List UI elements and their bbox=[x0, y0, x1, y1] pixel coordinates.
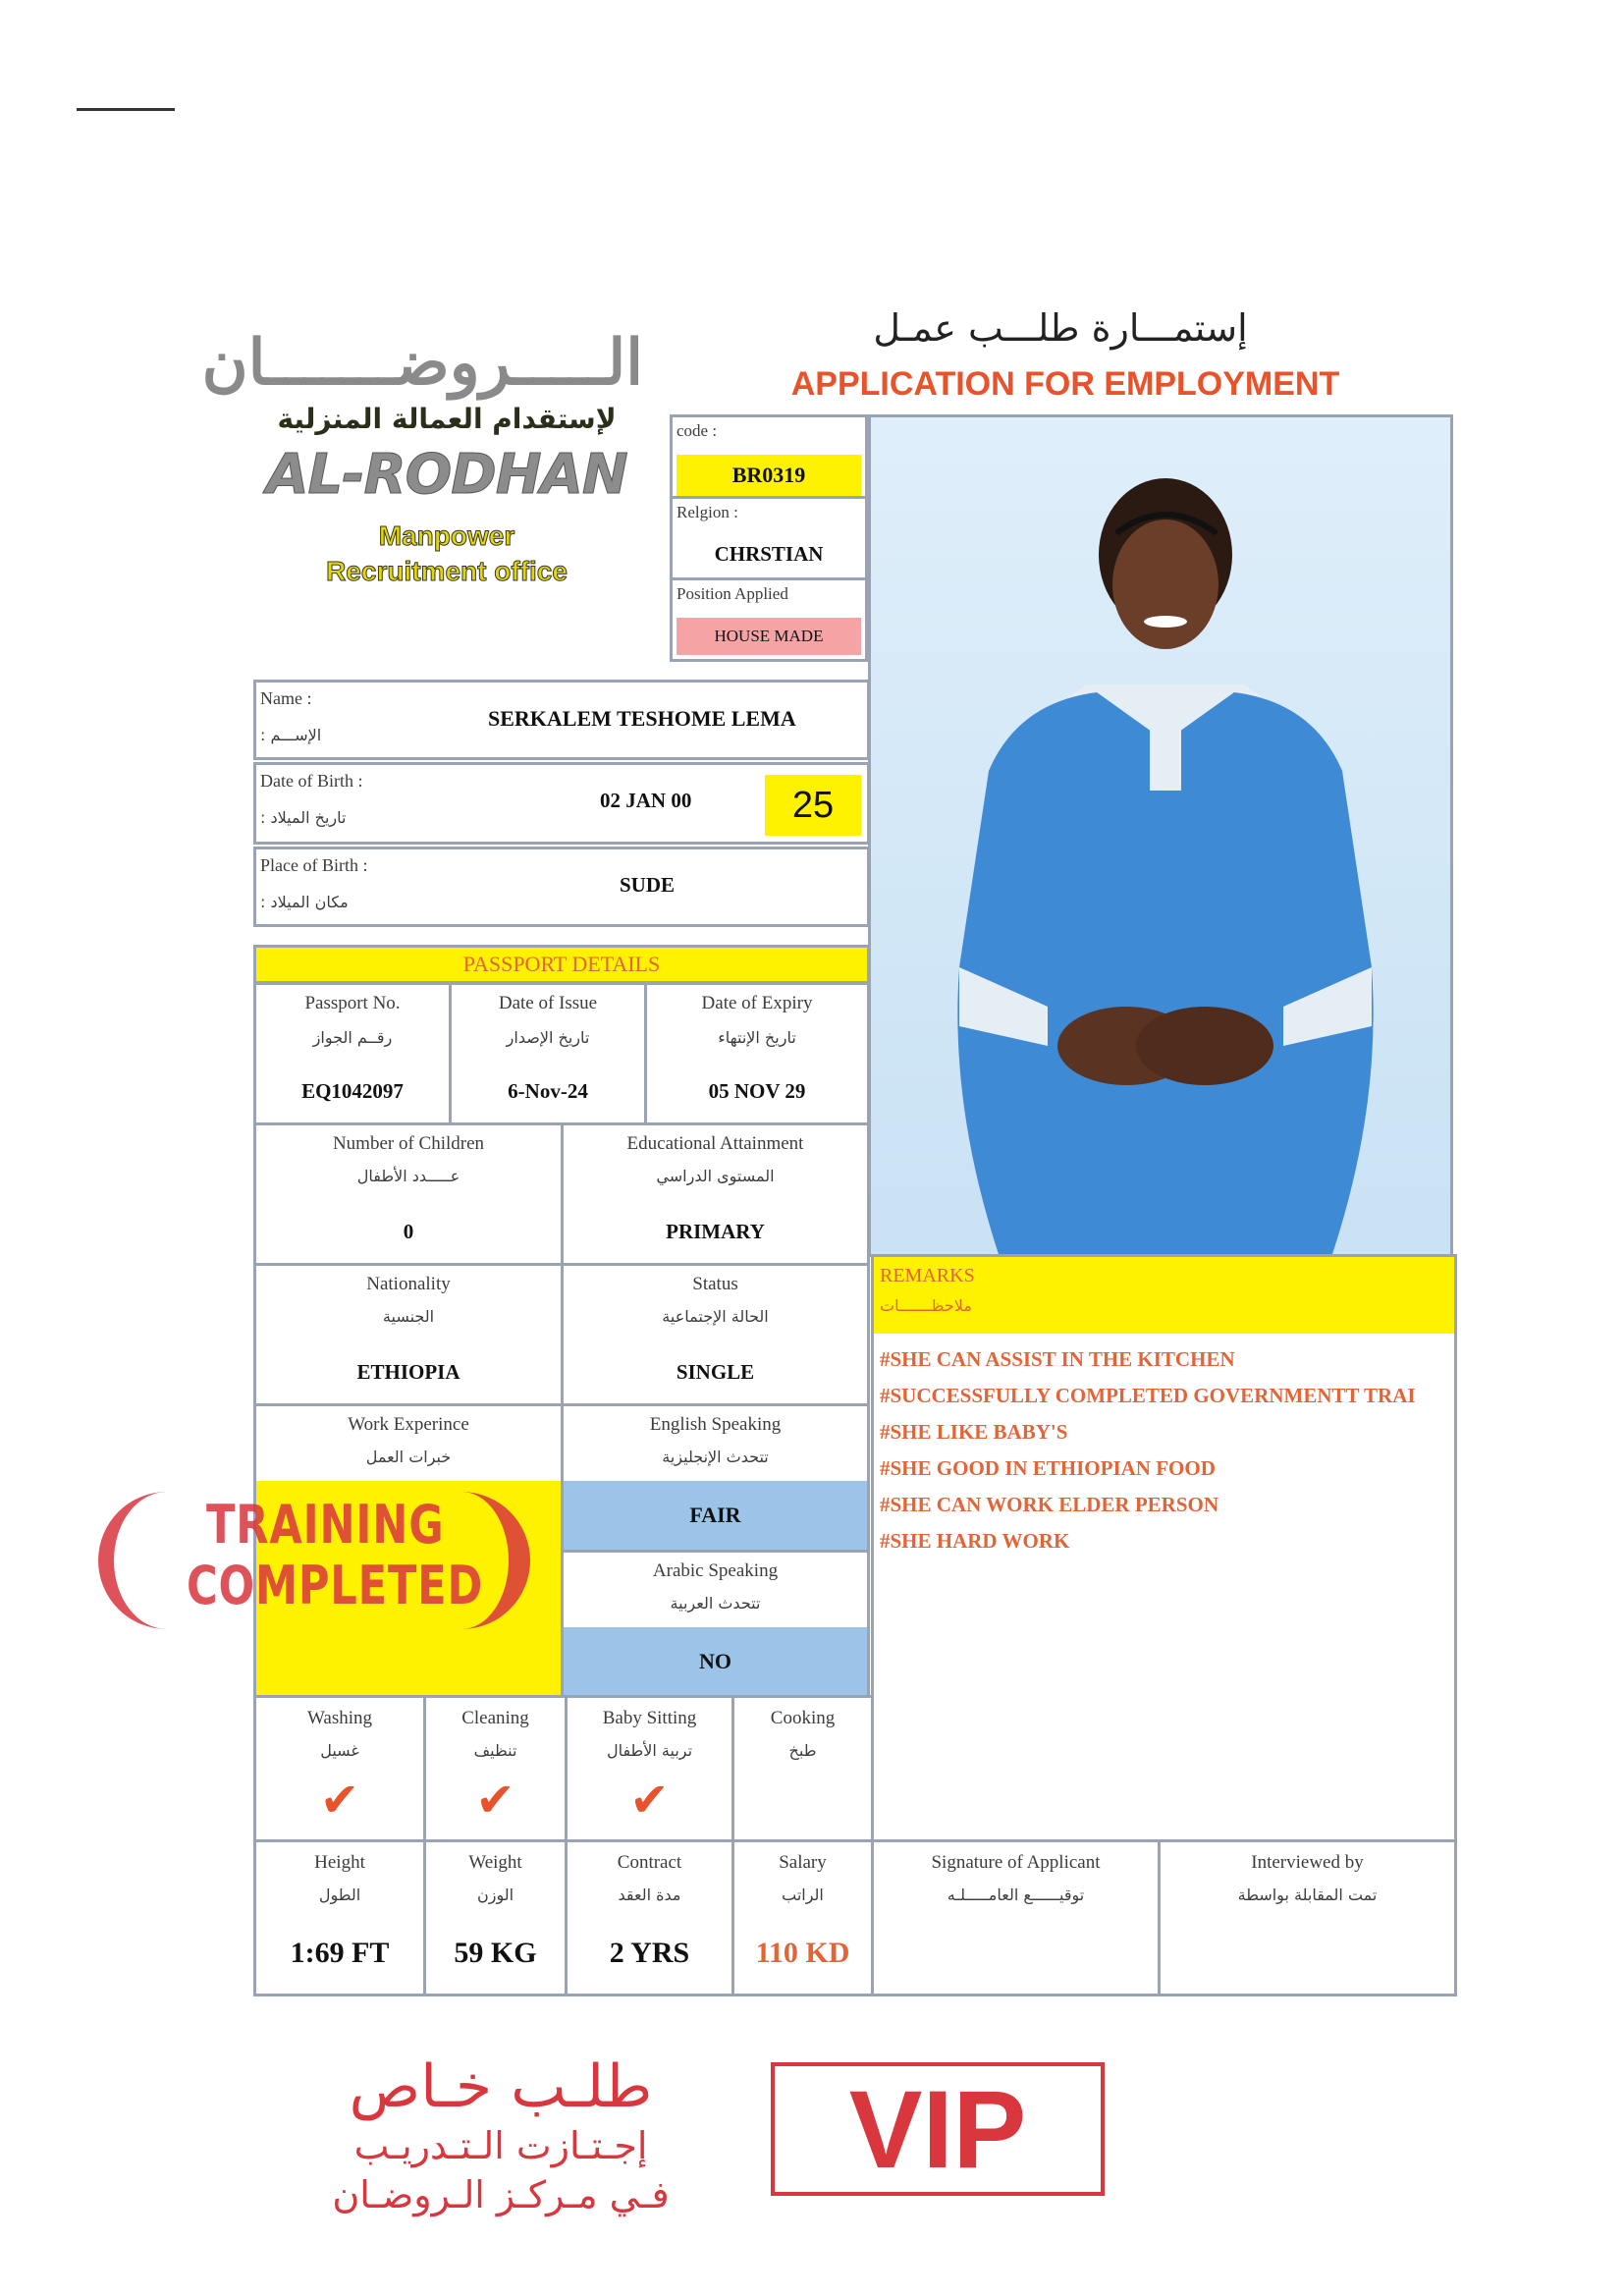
interviewed-by-cell bbox=[1158, 1839, 1457, 1996]
remark-item: #SHE HARD WORK bbox=[880, 1529, 1070, 1553]
education-label-ar: المستوى الدراسي bbox=[656, 1167, 775, 1185]
work-experience-label: Work Experince bbox=[348, 1414, 469, 1435]
signature-cell bbox=[871, 1839, 1161, 1996]
application-title: APPLICATION FOR EMPLOYMENT bbox=[790, 365, 1340, 403]
height-cell bbox=[253, 1839, 426, 1996]
date-of-expiry-cell bbox=[644, 982, 870, 1125]
english-speaking-cell bbox=[561, 1403, 870, 1553]
contract-value: 2 YRS bbox=[609, 1937, 690, 1969]
stamp-training-text: TRAINING bbox=[206, 1494, 445, 1556]
issue-label: Date of Issue bbox=[498, 993, 598, 1013]
height-label-ar: الطول bbox=[318, 1886, 361, 1904]
passport-details-header: PASSPORT DETAILS bbox=[253, 945, 870, 984]
weight-label: Weight bbox=[468, 1852, 522, 1873]
skill-cleaning bbox=[423, 1695, 568, 1842]
children-label-ar: عـــــدد الأطفال bbox=[356, 1167, 460, 1185]
english-label-ar: تتحدث الإنجليزية bbox=[662, 1448, 769, 1466]
children-label: Number of Children bbox=[332, 1133, 485, 1154]
name-label: Name : bbox=[260, 688, 312, 708]
special-request-line3: فـي مـركـز الـروضـان bbox=[332, 2173, 670, 2216]
code-label: code : bbox=[677, 421, 718, 440]
logo-latin-name: AL-RODHAN bbox=[266, 443, 627, 507]
name-label-ar: الإســـم : bbox=[260, 726, 322, 744]
skill-label-ar: غسيل bbox=[320, 1741, 359, 1760]
interviewed-label: Interviewed by bbox=[1251, 1852, 1364, 1873]
salary-value: 110 KD bbox=[755, 1937, 850, 1969]
education-cell bbox=[561, 1122, 870, 1266]
remarks-title-ar: ملاحظـــــــات bbox=[880, 1296, 972, 1315]
religion-label: Relgion : bbox=[677, 503, 738, 521]
arabic-label: Arabic Speaking bbox=[652, 1560, 779, 1581]
skill-label-ar: طبخ bbox=[788, 1741, 817, 1760]
code-cell bbox=[670, 414, 868, 501]
expiry-label-ar: تاريخ الإنتهاء bbox=[718, 1028, 796, 1047]
work-experience-label-ar: خبرات العمل bbox=[365, 1448, 452, 1466]
dob-value: 02 JAN 00 bbox=[600, 789, 692, 812]
applicant-figure bbox=[871, 417, 1450, 1254]
logo-line-manpower: Manpower bbox=[378, 520, 515, 551]
english-label: English Speaking bbox=[649, 1414, 782, 1435]
date-of-issue-cell bbox=[449, 982, 647, 1125]
pob-label-ar: مكان الميلاد : bbox=[260, 893, 349, 911]
passport-no-value: EQ1042097 bbox=[301, 1079, 404, 1103]
arabic-speaking-cell bbox=[561, 1550, 870, 1698]
signature-label-ar: توقيــــــع العامـــــلـه bbox=[947, 1886, 1085, 1904]
religion-value: CHRSTIAN bbox=[714, 542, 824, 566]
remark-item: #SUCCESSFULLY COMPLETED GOVERNMENTT TRAI bbox=[880, 1384, 1416, 1407]
education-label: Educational Attainment bbox=[626, 1133, 804, 1154]
expiry-value: 05 NOV 29 bbox=[708, 1079, 806, 1103]
logo-arabic-name: الـــــروضـــــــان bbox=[201, 326, 643, 400]
issue-label-ar: تاريخ الإصدار bbox=[506, 1028, 590, 1047]
status-value: SINGLE bbox=[676, 1360, 755, 1384]
expiry-label: Date of Expiry bbox=[701, 993, 813, 1013]
remark-item: #SHE CAN WORK ELDER PERSON bbox=[880, 1493, 1219, 1516]
skill-washing bbox=[253, 1695, 426, 1842]
interviewed-label-ar: تمت المقابلة بواسطة bbox=[1237, 1886, 1378, 1904]
remarks-title: REMARKS bbox=[880, 1265, 975, 1286]
scan-mark bbox=[77, 108, 175, 111]
skill-label: Cleaning bbox=[461, 1708, 529, 1728]
contract-label-ar: مدة العقد bbox=[618, 1886, 681, 1904]
position-cell bbox=[670, 577, 868, 662]
stamp-bracket-left bbox=[98, 1492, 177, 1629]
pob-label: Place of Birth : bbox=[260, 855, 368, 875]
passport-no-cell bbox=[253, 982, 452, 1125]
remarks-list bbox=[880, 1341, 1454, 1839]
applicant-photo bbox=[868, 414, 1453, 1257]
arabic-title: إستمـــارة طلـــب عمـل bbox=[873, 306, 1248, 350]
nationality-cell bbox=[253, 1263, 564, 1406]
check-icon: ✔ bbox=[629, 1773, 670, 1828]
nationality-value: ETHIOPIA bbox=[356, 1360, 460, 1384]
vip-text: VIP bbox=[848, 2068, 1027, 2191]
dob-label: Date of Birth : bbox=[260, 771, 363, 791]
contract-label: Contract bbox=[617, 1852, 682, 1873]
skill-label-ar: تربية الأطفال bbox=[606, 1741, 693, 1760]
skill-label: Cooking bbox=[770, 1708, 836, 1728]
logo bbox=[201, 324, 643, 648]
training-completed-stamp bbox=[98, 1488, 530, 1635]
age-badge: 25 bbox=[765, 775, 861, 836]
children-value: 0 bbox=[403, 1220, 414, 1243]
vip-stamp bbox=[771, 2062, 1105, 2196]
special-request-line2: إجـتـازت الـتـدريـب bbox=[353, 2124, 648, 2167]
logo-line-recruitment: Recruitment office bbox=[326, 556, 568, 586]
special-request-stamp bbox=[275, 2052, 727, 2229]
weight-value: 59 KG bbox=[454, 1937, 537, 1969]
position-label: Position Applied bbox=[677, 584, 788, 603]
arabic-label-ar: تتحدث العربية bbox=[670, 1594, 761, 1613]
salary-cell bbox=[731, 1839, 874, 1996]
remark-item: #SHE LIKE BABY'S bbox=[880, 1420, 1068, 1444]
passport-no-label: Passport No. bbox=[304, 993, 401, 1013]
skill-cooking bbox=[731, 1695, 874, 1842]
remarks-section bbox=[871, 1254, 1457, 1842]
religion-cell bbox=[670, 496, 868, 580]
arabic-value: NO bbox=[564, 1627, 867, 1695]
issue-value: 6-Nov-24 bbox=[508, 1079, 588, 1103]
signature-label: Signature of Applicant bbox=[931, 1852, 1101, 1873]
status-label-ar: الحالة الإجتماعية bbox=[662, 1307, 769, 1326]
pob-cell bbox=[253, 847, 870, 927]
code-value: BR0319 bbox=[677, 455, 861, 496]
check-icon: ✔ bbox=[475, 1773, 515, 1828]
nationality-label-ar: الجنسية bbox=[382, 1307, 435, 1326]
contract-cell bbox=[565, 1839, 734, 1996]
name-cell bbox=[253, 680, 870, 760]
passport-no-label-ar: رقــم الجواز bbox=[312, 1028, 393, 1047]
nationality-label: Nationality bbox=[366, 1274, 451, 1294]
height-value: 1:69 FT bbox=[290, 1937, 390, 1969]
weight-cell bbox=[423, 1839, 568, 1996]
salary-label-ar: الراتب bbox=[782, 1886, 824, 1904]
weight-label-ar: الوزن bbox=[476, 1886, 514, 1904]
skill-baby-sitting bbox=[565, 1695, 734, 1842]
height-label: Height bbox=[314, 1852, 365, 1873]
education-value: PRIMARY bbox=[666, 1220, 765, 1243]
position-value: HOUSE MADE bbox=[677, 618, 861, 655]
status-cell bbox=[561, 1263, 870, 1406]
skill-label: Baby Sitting bbox=[602, 1708, 697, 1728]
remark-item: #SHE GOOD IN ETHIOPIAN FOOD bbox=[880, 1456, 1216, 1480]
logo-arabic-subtitle: لإستقدام العمالة المنزلية bbox=[277, 403, 617, 435]
dob-cell bbox=[253, 762, 870, 845]
pob-value: SUDE bbox=[620, 873, 676, 897]
skill-label-ar: تنظيف bbox=[473, 1741, 517, 1760]
remark-item: #SHE CAN ASSIST IN THE KITCHEN bbox=[880, 1347, 1235, 1371]
dob-label-ar: تاريخ الميلاد : bbox=[260, 808, 347, 827]
remarks-header bbox=[874, 1257, 1454, 1334]
skill-label: Washing bbox=[306, 1708, 373, 1728]
stamp-completed-text: COMPLETED bbox=[187, 1555, 484, 1616]
children-cell bbox=[253, 1122, 564, 1266]
english-value: FAIR bbox=[564, 1481, 867, 1550]
salary-label: Salary bbox=[779, 1852, 827, 1873]
name-value: SERKALEM TESHOME LEMA bbox=[488, 706, 796, 731]
status-label: Status bbox=[692, 1274, 738, 1294]
check-icon: ✔ bbox=[319, 1773, 360, 1828]
special-request-title: طلـب خـاص bbox=[349, 2052, 653, 2121]
